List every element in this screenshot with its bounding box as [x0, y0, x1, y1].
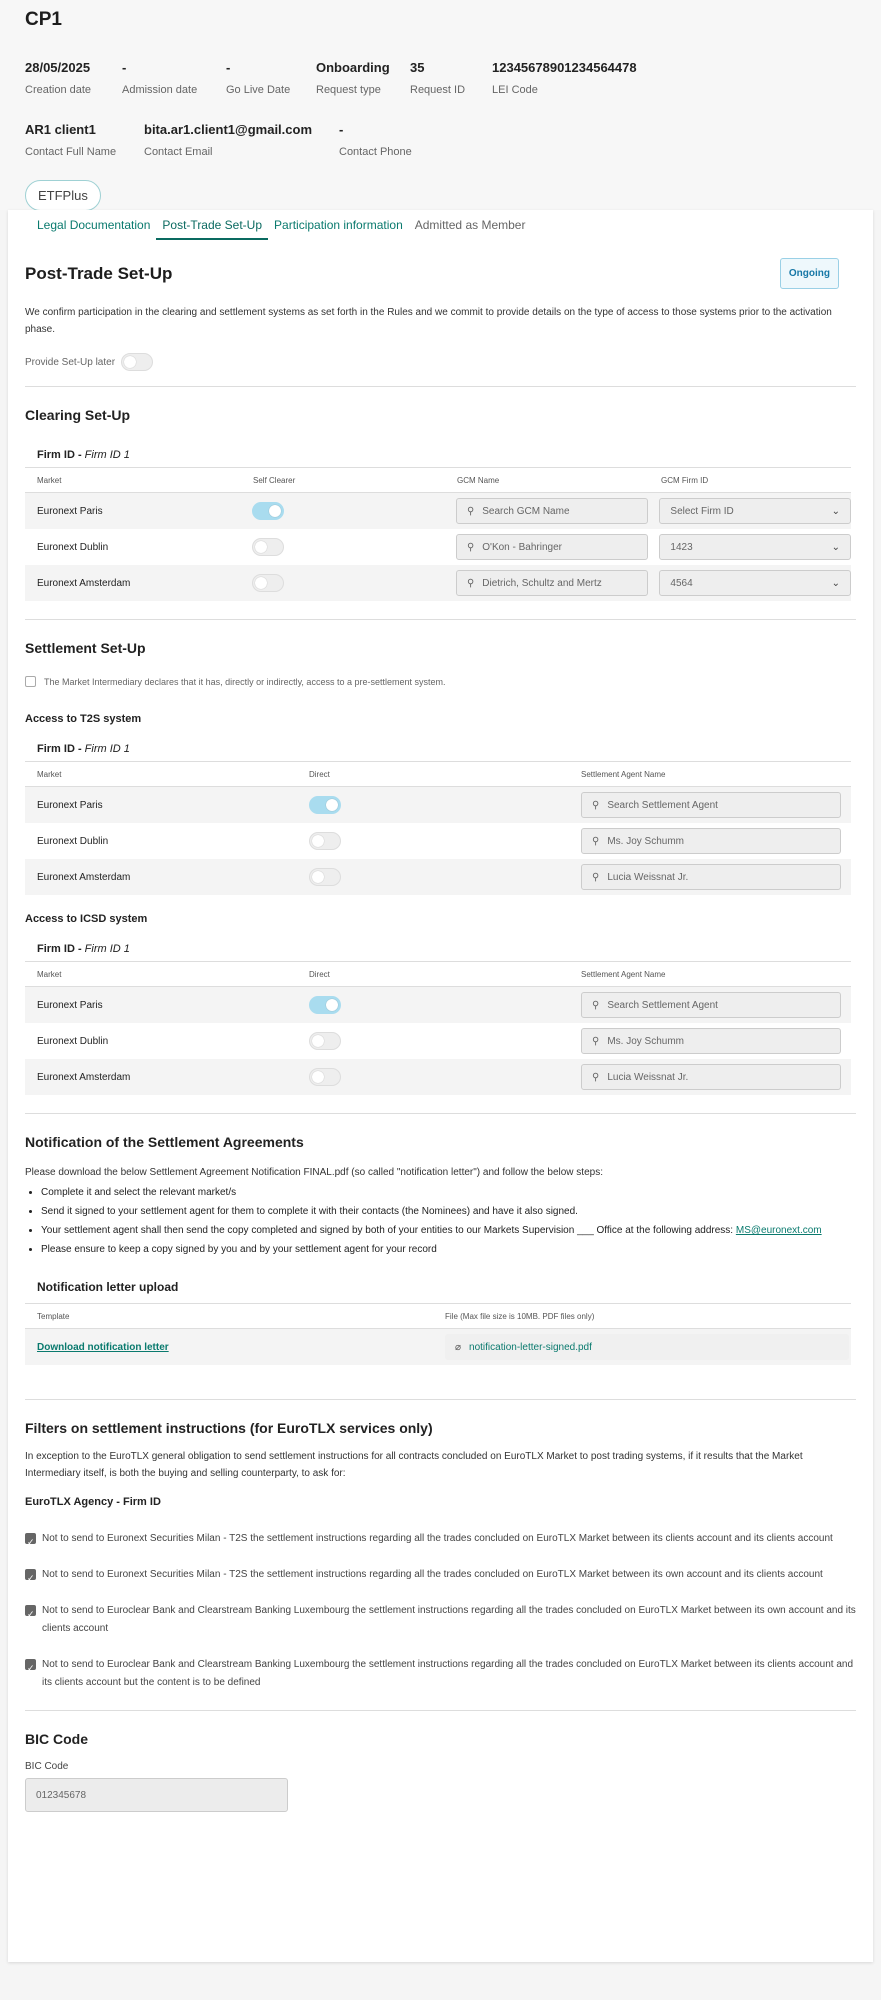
contact-meta: [25, 122, 856, 158]
filter-list: [25, 1530, 856, 1692]
filter-checkbox[interactable]: [25, 1533, 36, 1544]
table-row: Euronext Amsterdam ⚲ Dietrich, Schultz and Mertz 4564 ⌄: [25, 565, 851, 601]
filter-checkbox[interactable]: [25, 1569, 36, 1580]
t2s-title: Access to T2S system: [25, 713, 142, 725]
list-item: • Your settlement agent shall then send the copy completed and signed by both of your entities to our Markets Supervision ___ Office at the following address: MS@euronext.com: [41, 1221, 856, 1240]
settlement-agent-input[interactable]: ⚲ Lucia Weissnat Jr.: [581, 864, 841, 890]
table-row: Euronext Paris ⚲ Search GCM Name Select Firm ID ⌄: [25, 493, 851, 529]
direct-toggle[interactable]: [309, 1068, 341, 1086]
tab-post-trade-setup[interactable]: Post-Trade Set-Up: [156, 210, 268, 240]
direct-toggle[interactable]: [309, 796, 341, 814]
icsd-table: [25, 961, 851, 1095]
notification-title: Notification of the Settlement Agreements: [25, 1134, 304, 1150]
agency-title: EuroTLX Agency - Firm ID: [25, 1496, 161, 1508]
table-row: Euronext Amsterdam ⚲ Lucia Weissnat Jr.: [25, 859, 851, 895]
pre-settlement-checkbox[interactable]: [25, 676, 36, 687]
filter-checkbox[interactable]: [25, 1605, 36, 1616]
request-id: 35 Request ID: [410, 60, 466, 96]
divider: [25, 1710, 856, 1711]
table-row: Euronext Amsterdam ⚲ Lucia Weissnat Jr.: [25, 1059, 851, 1095]
gcm-firm-select[interactable]: 4564 ⌄: [659, 570, 851, 596]
post-trade-intro: We confirm participation in the clearing and settlement systems as set forth in the Rules and we commit to provide details on the type of access to those systems prior to the activation phase.: [25, 307, 832, 335]
market-pill[interactable]: ETFPlus: [25, 180, 101, 211]
search-icon: ⚲: [466, 505, 475, 517]
tab-bar: [25, 210, 856, 240]
tab-legal-documentation[interactable]: Legal Documentation: [37, 218, 151, 232]
list-item: • Please ensure to keep a copy signed by you and by your settlement agent for your record: [41, 1240, 856, 1259]
table-row: Euronext Dublin ⚲ Ms. Joy Schumm: [25, 823, 851, 859]
request-header: [0, 0, 881, 210]
settlement-title: Settlement Set-Up: [25, 640, 146, 656]
gcm-name-input[interactable]: ⚲ O'Kon - Bahringer: [456, 534, 648, 560]
admission-date: - Admission date: [122, 60, 198, 96]
self-clearer-toggle[interactable]: [252, 502, 284, 520]
table-header: Market Direct Settlement Agent Name: [25, 961, 851, 987]
clearing-table: [25, 467, 851, 601]
provide-later-toggle[interactable]: [121, 353, 153, 371]
settlement-agent-input[interactable]: ⚲ Search Settlement Agent: [581, 792, 841, 818]
search-icon: ⚲: [592, 999, 600, 1011]
gcm-name-input[interactable]: ⚲ Dietrich, Schultz and Mertz: [456, 570, 648, 596]
table-header: Template File (Max file size is 10MB. PDF files only): [25, 1303, 851, 1329]
filters-title: Filters on settlement instructions (for EuroTLX services only): [25, 1420, 433, 1436]
chevron-down-icon: ⌄: [831, 505, 840, 517]
table-row: Euronext Dublin ⚲ O'Kon - Bahringer 1423 ⌄: [25, 529, 851, 565]
icsd-firm-label: Firm ID - Firm ID 1: [37, 943, 130, 955]
gcm-firm-select[interactable]: 1423 ⌄: [659, 534, 851, 560]
settlement-agent-input[interactable]: ⚲ Search Settlement Agent: [581, 992, 841, 1018]
settlement-agent-input[interactable]: ⚲ Ms. Joy Schumm: [581, 828, 841, 854]
provide-later-row: [25, 352, 856, 372]
gcm-name-input[interactable]: ⚲ Search GCM Name: [456, 498, 648, 524]
filters-intro: In exception to the EuroTLX general obligation to send settlement instructions for all contracts concluded on EuroTLX Market to post trading systems, if it results that the Market Intermediary itself, is both the buying and selling counterparty, to ask for:: [25, 1451, 803, 1479]
settlement-agent-input[interactable]: ⚲ Ms. Joy Schumm: [581, 1028, 841, 1054]
paperclip-icon: ⌀: [455, 1341, 462, 1353]
search-icon: ⚲: [466, 577, 475, 589]
search-icon: ⚲: [466, 541, 475, 553]
t2s-table: [25, 761, 851, 895]
upload-title: Notification letter upload: [37, 1280, 179, 1294]
go-live-date: - Go Live Date: [226, 60, 291, 96]
pre-settlement-row: [25, 676, 856, 687]
tab-participation-information[interactable]: Participation information: [274, 218, 403, 232]
filter-item: ✓ Not to send to Euronext Securities Milan - T2S the settlement instructions regarding all the trades concluded on EuroTLX Market between its own account and its clients account: [25, 1566, 856, 1584]
table-row: Euronext Paris ⚲ Search Settlement Agent: [25, 987, 851, 1023]
list-item: • Send it signed to your settlement agent for them to complete it with their contacts (the Nominees) and have it also signed.: [41, 1202, 856, 1221]
filter-checkbox[interactable]: [25, 1659, 36, 1670]
divider: [25, 1399, 856, 1400]
settlement-agent-input[interactable]: ⚲ Lucia Weissnat Jr.: [581, 1064, 841, 1090]
post-trade-title: Post-Trade Set-Up: [25, 264, 173, 283]
filter-item: ✓ Not to send to Euroclear Bank and Clearstream Banking Luxembourg the settlement instructions regarding all the trades concluded on EuroTLX Market between its clients account and its clients account but the content is to be defined: [25, 1656, 856, 1692]
contact-phone: - Contact Phone: [339, 122, 412, 158]
table-header: Market Direct Settlement Agent Name: [25, 761, 851, 787]
search-icon: ⚲: [592, 871, 600, 883]
bic-label: BIC Code: [25, 1761, 69, 1772]
contact-email: bita.ar1.client1@gmail.com Contact Email: [144, 122, 313, 158]
bic-title: BIC Code: [25, 1731, 88, 1747]
direct-toggle[interactable]: [309, 868, 341, 886]
creation-date: 28/05/2025 Creation date: [25, 60, 92, 96]
pre-settlement-label: The Market Intermediary declares that it has, directly or indirectly, access to a pre-settlement system.: [44, 676, 446, 687]
download-letter-link[interactable]: Download notification letter: [37, 1341, 169, 1353]
notification-intro: Please download the below Settlement Agreement Notification FINAL.pdf (so called "notification letter") and follow the below steps:: [25, 1167, 603, 1178]
table-row: [25, 1329, 851, 1365]
divider: [25, 386, 856, 387]
status-badge: Ongoing: [780, 258, 839, 289]
search-icon: ⚲: [592, 835, 600, 847]
notification-steps: [25, 1183, 856, 1259]
filter-item: ✓ Not to send to Euronext Securities Milan - T2S the settlement instructions regarding all the trades concluded on EuroTLX Market between its clients account and its clients account: [25, 1530, 856, 1548]
request-type: Onboarding Request type: [316, 60, 390, 96]
divider: [25, 619, 856, 620]
gcm-firm-select[interactable]: Select Firm ID ⌄: [659, 498, 851, 524]
tab-admitted-as-member[interactable]: Admitted as Member: [414, 218, 526, 232]
upload-table: [25, 1303, 851, 1365]
self-clearer-toggle[interactable]: [252, 574, 284, 592]
search-icon: ⚲: [592, 1035, 600, 1047]
chevron-down-icon: ⌄: [831, 577, 840, 589]
self-clearer-toggle[interactable]: [252, 538, 284, 556]
table-row: Euronext Dublin ⚲ Ms. Joy Schumm: [25, 1023, 851, 1059]
clearing-firm-label: Firm ID - Firm ID 1: [37, 449, 130, 461]
post-trade-header: [25, 240, 856, 300]
email-link[interactable]: MS@euronext.com: [735, 1225, 822, 1236]
table-header: Market Self Clearer GCM Name GCM Firm ID: [25, 467, 851, 493]
direct-toggle[interactable]: [309, 996, 341, 1014]
search-icon: ⚲: [592, 1071, 600, 1083]
post-trade-card: [8, 210, 873, 1962]
direct-toggle[interactable]: [309, 1032, 341, 1050]
divider: [25, 1113, 856, 1114]
direct-toggle[interactable]: [309, 832, 341, 850]
provide-later-label: Provide Set-Up later: [25, 356, 116, 368]
lei-code: 12345678901234564478 LEI Code: [492, 60, 637, 96]
bic-code-input[interactable]: 012345678: [25, 1778, 288, 1812]
request-meta: [25, 60, 856, 96]
uploaded-file[interactable]: ⌀ notification-letter-signed.pdf: [445, 1334, 849, 1360]
page-title: CP1: [25, 9, 62, 30]
icsd-title: Access to ICSD system: [25, 913, 148, 925]
chevron-down-icon: ⌄: [831, 541, 840, 553]
t2s-firm-label: Firm ID - Firm ID 1: [37, 743, 130, 755]
contact-full-name: AR1 client1 Contact Full Name: [25, 122, 117, 158]
table-row: Euronext Paris ⚲ Search Settlement Agent: [25, 787, 851, 823]
filter-item: ✓ Not to send to Euroclear Bank and Clearstream Banking Luxembourg the settlement instructions regarding all the trades concluded on EuroTLX Market between its own account and its clients account: [25, 1602, 856, 1638]
list-item: • Complete it and select the relevant market/s: [41, 1183, 856, 1202]
search-icon: ⚲: [592, 799, 600, 811]
clearing-title: Clearing Set-Up: [25, 407, 131, 423]
